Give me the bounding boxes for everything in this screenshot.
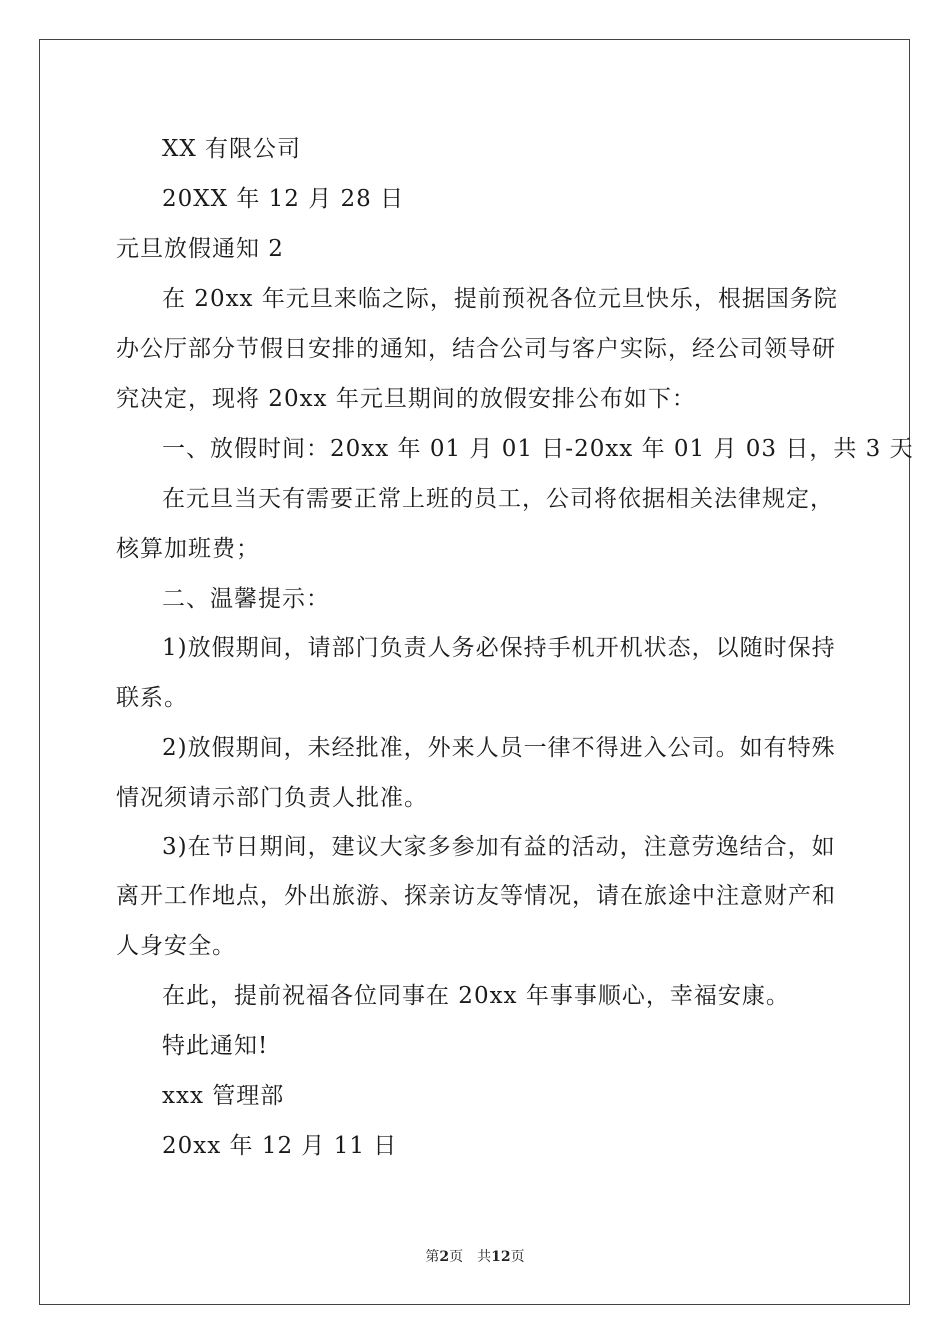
paragraph-line: 在 20xx 年元旦来临之际，提前预祝各位元旦快乐，根据国务院 — [162, 286, 838, 312]
page-prefix: 第 — [425, 1249, 440, 1265]
list-item-line: 3)在节日期间，建议大家多参加有益的活动，注意劳逸结合，如 — [162, 834, 836, 860]
list-item-line: 2)放假期间，未经批准，外来人员一律不得进入公司。如有特殊 — [162, 735, 836, 761]
letter-date: 20XX 年 12 月 28 日 — [162, 186, 405, 212]
paragraph-line: 核算加班费； — [116, 536, 260, 562]
paragraph-line: 办公厅部分节假日安排的通知，结合公司与客户实际，经公司领导研 — [116, 336, 836, 362]
page-mid: 页 共 — [449, 1249, 492, 1265]
section-holiday-time: 一、放假时间：20xx 年 01 月 01 日-20xx 年 01 月 03 日，共 3 天 — [162, 436, 914, 462]
paragraph-line: 在元旦当天有需要正常上班的员工，公司将依据相关法律规定， — [162, 486, 834, 512]
section-reminder: 二、温馨提示： — [162, 586, 330, 612]
notice-end: 特此通知! — [162, 1033, 269, 1059]
paragraph-line: 究决定，现将 20xx 年元旦期间的放假安排公布如下： — [116, 386, 696, 412]
list-item-line: 1)放假期间，请部门负责人务必保持手机开机状态，以随时保持 — [162, 635, 836, 661]
page-suffix: 页 — [510, 1249, 525, 1265]
notice-heading: 元旦放假通知 2 — [116, 236, 284, 262]
company-name: XX 有限公司 — [162, 136, 302, 162]
list-item-line: 离开工作地点，外出旅游、探亲访友等情况，请在旅途中注意财产和 — [116, 883, 836, 909]
list-item-line: 人身安全。 — [116, 933, 236, 959]
list-item-line: 情况须请示部门负责人批准。 — [116, 785, 428, 811]
page-total: 12 — [491, 1249, 511, 1265]
signature-department: xxx 管理部 — [162, 1083, 285, 1109]
signature-date: 20xx 年 12 月 11 日 — [162, 1133, 398, 1159]
closing-wish: 在此，提前祝福各位同事在 20xx 年事事顺心，幸福安康。 — [162, 983, 790, 1009]
list-item-line: 联系。 — [116, 685, 188, 711]
page-border — [39, 39, 910, 1305]
page-current: 2 — [439, 1249, 450, 1265]
page-footer — [0, 1246, 950, 1266]
